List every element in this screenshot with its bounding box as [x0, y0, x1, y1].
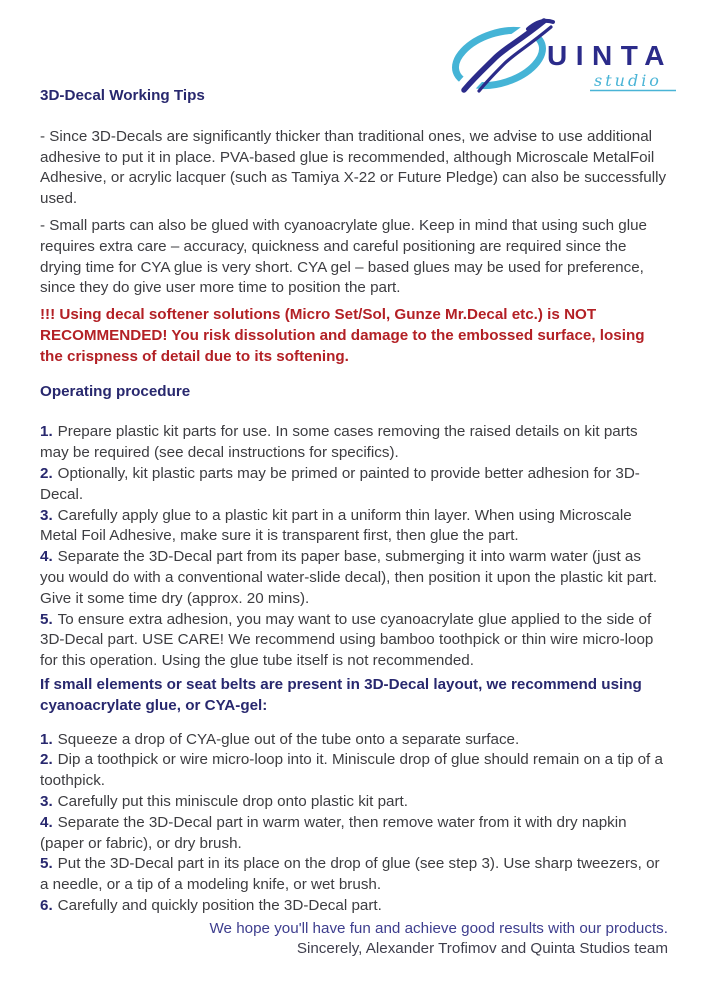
warning-text: !!! Using decal softener solutions (Micro Set/Sol, Gunze Mr.Decal etc.) is NOT RECOMMENDED! You risk dissolution and damage to the embossed surface, losing the crispness of detail due to its softening. [40, 306, 645, 365]
closing-line-2: Sincerely, Alexander Trofimov and Quinta Studios team [296, 940, 668, 958]
step-text: Separate the 3D-Decal part in warm water, then remove water from it with dry napkin (paper or fabric), or dry brush. [40, 813, 627, 852]
quinta-logo-icon [444, 18, 682, 96]
step-number: 2. [40, 751, 53, 769]
closing-line-1: We hope you'll have fun and achieve good results with our products. [209, 919, 668, 937]
small-step-5 [40, 854, 668, 896]
step-text: Separate the 3D-Decal part from its paper base, submerging it into warm water (just as you would do with a conventional water-slide decal), then position it upon the plastic kit part. Give it some time dry (approx. 20 mins). [40, 548, 658, 607]
intro-paragraph-2: - Small parts can also be glued with cyanoacrylate glue. Keep in mind that using such glue requires extra care – accuracy, quickness and careful positioning are required since the drying time for CYA glue is very short. CYA gel – based glues may be used for preference, since they do give user more time to position the part. [40, 216, 648, 297]
quinta-logo [444, 18, 682, 96]
step-text: Carefully put this miniscule drop onto plastic kit part. [57, 792, 408, 810]
operating-steps-list [40, 422, 668, 672]
operating-step-1 [40, 422, 668, 464]
operating-procedure-heading: Operating procedure [40, 382, 191, 400]
step-number: 1. [40, 730, 53, 748]
logo-brand-text: UINTA [547, 40, 673, 71]
step-number: 6. [40, 896, 53, 914]
small-step-2 [40, 750, 668, 792]
step-number: 1. [40, 423, 53, 441]
step-text: Squeeze a drop of CYA-glue out of the tube onto a separate surface. [57, 730, 520, 748]
small-step-1 [40, 730, 668, 751]
small-step-6 [40, 896, 668, 917]
closing-block [40, 919, 668, 961]
step-number: 5. [40, 610, 53, 628]
page-title: 3D-Decal Working Tips [40, 87, 205, 104]
step-number: 3. [40, 506, 53, 524]
small-elements-heading: If small elements or seat belts are present in 3D-Decal layout, we recommend using cyanoacrylate glue, or CYA-gel: [40, 675, 642, 714]
step-number: 2. [40, 464, 53, 482]
small-elements-steps-list [40, 730, 668, 917]
step-text: Prepare plastic kit parts for use. In some cases removing the raised details on kit parts may be required (see decal instructions for specifics). [40, 423, 638, 462]
operating-step-4 [40, 547, 668, 609]
step-text: Carefully apply glue to a plastic kit part in a uniform thin layer. When using Microscale Metal Foil Adhesive, make sure it is transparent first, then glue the part. [40, 506, 632, 545]
step-text: Optionally, kit plastic parts may be primed or painted to provide better adhesion for 3D-Decal. [40, 464, 640, 503]
step-text: Put the 3D-Decal part in its place on the drop of glue (see step 3). Use sharp tweezers, or a needle, or a tip of a modeling knife, or wet brush. [40, 855, 660, 894]
step-number: 4. [40, 813, 53, 831]
operating-step-2 [40, 464, 668, 506]
step-text: To ensure extra adhesion, you may want to use cyanoacrylate glue applied to the side of 3D-Decal part. USE CARE! We recommend using bamboo toothpick or thin wire micro-loop for this operation. Using the glue tube itself is not recommended. [40, 610, 654, 670]
operating-step-5 [40, 610, 668, 672]
step-number: 4. [40, 548, 53, 566]
step-number: 3. [40, 792, 53, 810]
operating-step-3 [40, 506, 668, 548]
step-text: Carefully and quickly position the 3D-Decal part. [57, 896, 382, 914]
step-text: Dip a toothpick or wire micro-loop into it. Miniscule drop of glue should remain on a tip of a toothpick. [40, 751, 663, 790]
logo-sub-text: studio [594, 71, 662, 90]
step-number: 5. [40, 855, 53, 873]
intro-paragraph-1: - Since 3D-Decals are significantly thicker than traditional ones, we advise to use additional adhesive to put it in place. PVA-based glue is recommended, although Microscale MetalFoil Adhesive, or acrylic lacquer (such as Tamiya X-22 or Future Pledge) can also be successfully used. [40, 127, 667, 208]
small-step-4 [40, 813, 668, 855]
small-step-3 [40, 792, 668, 813]
